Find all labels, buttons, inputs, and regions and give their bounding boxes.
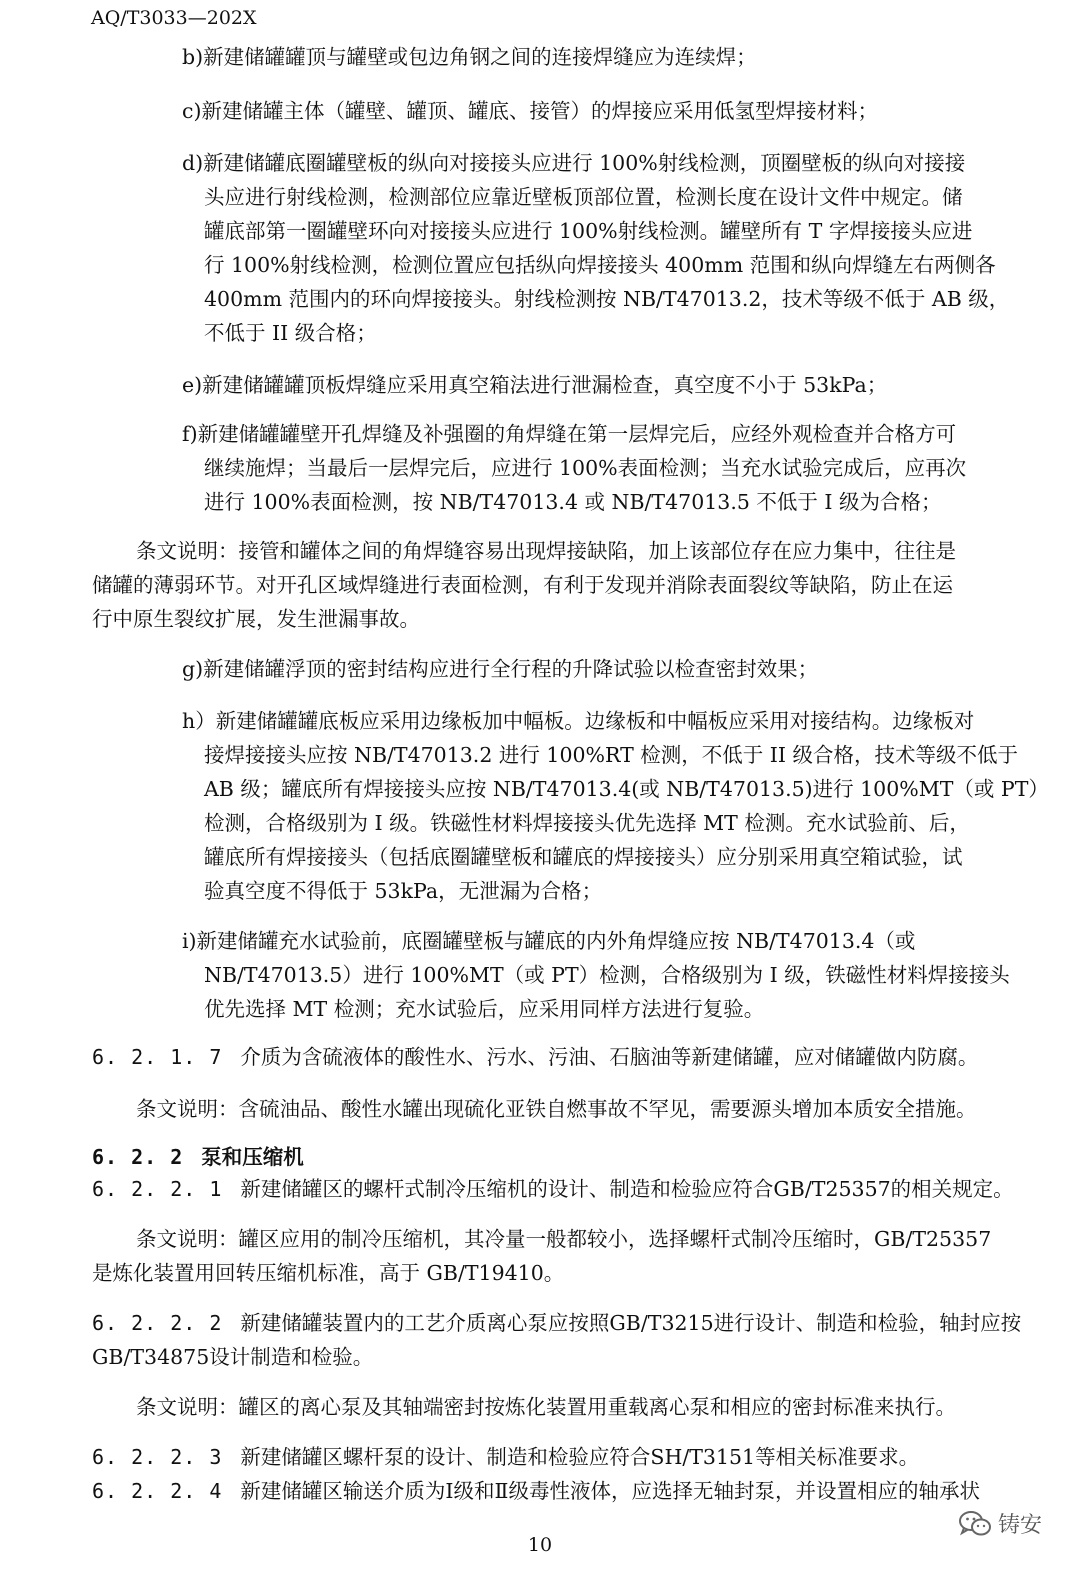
clause-note: 储罐的薄弱环节。对开孔区域焊缝进行表面检测，有利于发现并消除表面裂纹等缺陷，防止在运 <box>92 573 953 597</box>
clause-6-2-2-3 <box>92 1440 919 1474</box>
item-d-line: 不低于 II 级合格； <box>204 321 377 345</box>
item-d-line: 罐底部第一圈罐壁环向对接接头应进行 100%射线检测。罐壁所有 T 字焊接接头应进 <box>204 219 973 243</box>
item-h-line: h）新建储罐罐底板应采用边缘板加中幅板。边缘板和中幅板应采用对接结构。边缘板对 <box>182 709 975 733</box>
item-i-line: NB/T47013.5）进行 100%MT（或 PT）检测，合格级别为 I 级，铁磁性材料焊接接头 <box>204 963 1010 987</box>
item-h-line: AB 级；罐底所有焊接接头应按 NB/T47013.4(或 NB/T47013.5)进行 100%MT（或 PT） <box>204 777 1049 801</box>
clause-6-2-2-2-cont: GB/T34875设计制造和检验。 <box>92 1345 374 1369</box>
clause-6-2-2-2 <box>92 1306 1021 1340</box>
item-i-line: i)新建储罐充水试验前，底圈罐壁板与罐底的内外角焊缝应按 NB/T47013.4（或 <box>182 929 916 953</box>
clause-note: 行中原生裂纹扩展，发生泄漏事故。 <box>92 607 420 631</box>
clause-note: 是炼化装置用回转压缩机标准，高于 GB/T19410。 <box>92 1261 565 1285</box>
clause-number: 6. 2. 1. 7 <box>92 1045 223 1069</box>
clause-6-2-1-7 <box>92 1040 978 1074</box>
clause-6-2-2-1 <box>92 1172 1014 1206</box>
clause-text: 介质为含硫液体的酸性水、污水、污油、石脑油等新建储罐，应对储罐做内防腐。 <box>240 1045 979 1069</box>
clause-number: 6. 2. 2. 1 <box>92 1177 223 1201</box>
item-f-line: f)新建储罐罐壁开孔焊缝及补强圈的角焊缝在第一层焊完后，应经外观检查并合格方可 <box>182 422 957 446</box>
item-h-line: 接焊接接头应按 NB/T47013.2 进行 100%RT 检测，不低于 II 级合格，技术等级不低于 <box>204 743 1019 767</box>
watermark-text: 铸安 <box>997 1513 1042 1538</box>
item-d-line: 行 100%射线检测，检测位置应包括纵向焊接接头 400mm 范围和纵向焊缝左右两侧各 <box>204 253 996 277</box>
clause-text: 新建储罐装置内的工艺介质离心泵应按照GB/T3215进行设计、制造和检验，轴封应按 <box>240 1311 1022 1335</box>
page-number: 10 <box>527 1534 553 1556</box>
item-i-line: 优先选择 MT 检测；充水试验后，应采用同样方法进行复验。 <box>204 997 765 1021</box>
clause-text: 新建储罐区的螺杆式制冷压缩机的设计、制造和检验应符合GB/T25357的相关规定。 <box>240 1177 1014 1201</box>
item-h-line: 验真空度不得低于 53kPa，无泄漏为合格； <box>204 879 603 903</box>
item-b: b)新建储罐罐顶与罐壁或包边角钢之间的连接焊缝应为连续焊； <box>182 45 757 69</box>
section-title: 泵和压缩机 <box>201 1145 304 1169</box>
clause-note: 条文说明：罐区应用的制冷压缩机，其冷量一般都较小，选择螺杆式制冷压缩时，GB/T25357 <box>136 1227 992 1251</box>
item-d-line: 400mm 范围内的环向焊接接头。射线检测按 NB/T47013.2，技术等级不低于 AB 级， <box>204 287 1010 311</box>
clause-note: 条文说明：接管和罐体之间的角焊缝容易出现焊接缺陷，加上该部位存在应力集中，往往是 <box>136 539 956 563</box>
item-f-line: 继续施焊；当最后一层焊完后，应进行 100%表面检测；当充水试验完成后，应再次 <box>204 456 967 480</box>
clause-number: 6. 2. 2. 4 <box>92 1479 223 1503</box>
section-heading-6-2-2 <box>92 1140 304 1174</box>
document-code: AQ/T3033—202X <box>91 7 257 29</box>
item-g: g)新建储罐浮顶的密封结构应进行全行程的升降试验以检查密封效果； <box>182 657 819 681</box>
item-d-line: 头应进行射线检测，检测部位应靠近壁板顶部位置，检测长度在设计文件中规定。储 <box>204 185 963 209</box>
clause-number: 6. 2. 2. 3 <box>92 1445 223 1469</box>
item-e: e)新建储罐罐顶板焊缝应采用真空箱法进行泄漏检查，真空度不小于 53kPa； <box>182 373 888 397</box>
clause-6-2-2-4 <box>92 1474 980 1508</box>
clause-note: 条文说明：含硫油品、酸性水罐出现硫化亚铁自燃事故不罕见，需要源头增加本质安全措施。 <box>136 1097 977 1121</box>
item-d-line: d)新建储罐底圈罐壁板的纵向对接接头应进行 100%射线检测，顶圈壁板的纵向对接接 <box>182 151 966 175</box>
item-c: c)新建储罐主体（罐壁、罐顶、罐底、接管）的焊接应采用低氢型焊接材料； <box>182 99 878 123</box>
item-h-line: 检测，合格级别为 I 级。铁磁性材料焊接接头优先选择 MT 检测。充水试验前、后， <box>204 811 970 835</box>
clause-text: 新建储罐区输送介质为Ⅰ级和Ⅱ级毒性液体，应选择无轴封泵，并设置相应的轴承状 <box>240 1479 980 1503</box>
section-number: 6. 2. 2 <box>92 1145 184 1169</box>
clause-number: 6. 2. 2. 2 <box>92 1311 223 1335</box>
item-h-line: 罐底所有焊接接头（包括底圈罐壁板和罐底的焊接接头）应分别采用真空箱试验，试 <box>204 845 963 869</box>
clause-text: 新建储罐区螺杆泵的设计、制造和检验应符合SH/T3151等相关标准要求。 <box>240 1445 920 1469</box>
clause-note: 条文说明：罐区的离心泵及其轴端密封按炼化装置用重载离心泵和相应的密封标准来执行。 <box>136 1395 956 1419</box>
item-f-line: 进行 100%表面检测，按 NB/T47013.4 或 NB/T47013.5 不低于 I 级为合格； <box>204 490 942 514</box>
